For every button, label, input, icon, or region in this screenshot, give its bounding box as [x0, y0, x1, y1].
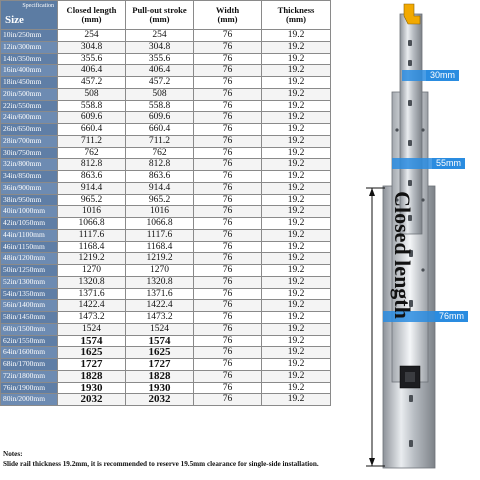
closed-length-cell: 863.6 [58, 171, 126, 183]
pull-out-cell: 1828 [126, 370, 194, 382]
pull-out-cell: 254 [126, 30, 194, 42]
width-cell: 76 [194, 218, 262, 230]
pull-out-cell: 355.6 [126, 53, 194, 65]
thickness-cell: 19.2 [262, 53, 331, 65]
thickness-cell: 19.2 [262, 30, 331, 42]
size-cell: 52in/1300mm [1, 276, 58, 288]
size-cell: 54in/1350mm [1, 288, 58, 300]
thickness-cell: 19.2 [262, 147, 331, 159]
closed-length-cell: 254 [58, 30, 126, 42]
closed-length-cell: 1168.4 [58, 241, 126, 253]
pull-out-cell: 457.2 [126, 77, 194, 89]
table-row [1, 394, 331, 406]
closed-length-cell: 762 [58, 147, 126, 159]
closed-length-cell: 609.6 [58, 112, 126, 124]
closed-length-cell: 914.4 [58, 182, 126, 194]
thickness-cell: 19.2 [262, 312, 331, 324]
width-cell: 76 [194, 30, 262, 42]
table-row [1, 312, 331, 324]
thickness-header: Thickness (mm) [262, 1, 331, 30]
table-row [1, 323, 331, 335]
size-cell: 42in/1050mm [1, 218, 58, 230]
closed-length-cell: 1625 [58, 347, 126, 359]
width-cell: 76 [194, 135, 262, 147]
table-row [1, 100, 331, 112]
table-row [1, 265, 331, 277]
pull-out-cell: 1117.6 [126, 229, 194, 241]
closed-length-cell: 812.8 [58, 159, 126, 171]
thickness-cell: 19.2 [262, 323, 331, 335]
table-header-row [1, 1, 331, 30]
table-row [1, 30, 331, 42]
table-row [1, 370, 331, 382]
size-cell: 80in/2000mm [1, 394, 58, 406]
table-row [1, 359, 331, 371]
closed-length-cell: 1371.6 [58, 288, 126, 300]
size-cell: 28in/700mm [1, 135, 58, 147]
notes-title: Notes: [3, 450, 23, 458]
size-cell: 20in/500mm [1, 88, 58, 100]
thickness-cell: 19.2 [262, 100, 331, 112]
closed-length-cell: 1524 [58, 323, 126, 335]
table-row [1, 382, 331, 394]
pull-out-cell: 812.8 [126, 159, 194, 171]
thickness-cell: 19.2 [262, 359, 331, 371]
table-row [1, 124, 331, 136]
closed-length-header: Closed length (mm) [58, 1, 126, 30]
pull-out-stroke-header: Pull-out stroke (mm) [126, 1, 194, 30]
table-row [1, 135, 331, 147]
width-cell: 76 [194, 382, 262, 394]
table-row [1, 241, 331, 253]
thickness-cell: 19.2 [262, 241, 331, 253]
size-cell: 62in/1550mm [1, 335, 58, 347]
thickness-cell: 19.2 [262, 253, 331, 265]
pull-out-cell: 406.4 [126, 65, 194, 77]
thickness-cell: 19.2 [262, 65, 331, 77]
pull-out-cell: 1168.4 [126, 241, 194, 253]
table-row [1, 253, 331, 265]
closed-length-cell: 1473.2 [58, 312, 126, 324]
table-row [1, 41, 331, 53]
size-cell: 40in/1000mm [1, 206, 58, 218]
table-row [1, 147, 331, 159]
closed-length-cell: 965.2 [58, 194, 126, 206]
size-cell: 72in/1800mm [1, 370, 58, 382]
pull-out-cell: 304.8 [126, 41, 194, 53]
thickness-cell: 19.2 [262, 288, 331, 300]
width-cell: 76 [194, 335, 262, 347]
table-row [1, 194, 331, 206]
size-cell: 30in/750mm [1, 147, 58, 159]
width-cell: 76 [194, 312, 262, 324]
closed-length-cell: 1828 [58, 370, 126, 382]
size-cell: 56in/1400mm [1, 300, 58, 312]
width-cell: 76 [194, 171, 262, 183]
table-row [1, 53, 331, 65]
pull-out-cell: 1625 [126, 347, 194, 359]
size-cell: 26in/650mm [1, 124, 58, 136]
width-cell: 76 [194, 276, 262, 288]
thickness-cell: 19.2 [262, 77, 331, 89]
width-cell: 76 [194, 300, 262, 312]
size-cell: 50in/1250mm [1, 265, 58, 277]
size-cell: 64in/1600mm [1, 347, 58, 359]
width-cell: 76 [194, 253, 262, 265]
size-cell: 58in/1450mm [1, 312, 58, 324]
thickness-cell: 19.2 [262, 347, 331, 359]
table-row [1, 288, 331, 300]
pull-out-cell: 1473.2 [126, 312, 194, 324]
pull-out-cell: 660.4 [126, 124, 194, 136]
table-row [1, 218, 331, 230]
notes-text: Slide rail thickness 19.2mm, it is recommended to reserve 19.5mm clearance for single-side installation. [3, 460, 319, 468]
thickness-cell: 19.2 [262, 370, 331, 382]
width-cell: 76 [194, 206, 262, 218]
width-cell: 76 [194, 182, 262, 194]
pull-out-cell: 1574 [126, 335, 194, 347]
size-cell: 14in/350mm [1, 53, 58, 65]
size-cell: 76in/1900mm [1, 382, 58, 394]
closed-length-cell: 1117.6 [58, 229, 126, 241]
width-cell: 76 [194, 65, 262, 77]
thickness-cell: 19.2 [262, 206, 331, 218]
width-cell: 76 [194, 147, 262, 159]
closed-length-cell: 660.4 [58, 124, 126, 136]
closed-length-label: Closed length [389, 191, 415, 319]
pull-out-cell: 2032 [126, 394, 194, 406]
table-row [1, 171, 331, 183]
width-cell: 76 [194, 394, 262, 406]
pull-out-cell: 1320.8 [126, 276, 194, 288]
size-cell: 48in/1200mm [1, 253, 58, 265]
closed-length-cell: 1930 [58, 382, 126, 394]
pull-out-cell: 762 [126, 147, 194, 159]
size-cell: 24in/600mm [1, 112, 58, 124]
table-row [1, 77, 331, 89]
size-cell: 68in/1700mm [1, 359, 58, 371]
width-cell: 76 [194, 53, 262, 65]
size-cell: 12in/300mm [1, 41, 58, 53]
pull-out-cell: 1066.8 [126, 218, 194, 230]
size-cell: 60in/1500mm [1, 323, 58, 335]
width-cell: 76 [194, 41, 262, 53]
width-cell: 76 [194, 124, 262, 136]
size-cell: 10in/250mm [1, 30, 58, 42]
table-row [1, 229, 331, 241]
closed-length-cell: 508 [58, 88, 126, 100]
width-cell: 76 [194, 288, 262, 300]
closed-length-cell: 1219.2 [58, 253, 126, 265]
width-cell: 76 [194, 229, 262, 241]
size-cell: 16in/400mm [1, 65, 58, 77]
specification-label: Specification [22, 3, 54, 9]
width-cell: 76 [194, 323, 262, 335]
thickness-cell: 19.2 [262, 124, 331, 136]
closed-length-cell: 1066.8 [58, 218, 126, 230]
thickness-cell: 19.2 [262, 229, 331, 241]
thickness-cell: 19.2 [262, 159, 331, 171]
width-cell: 76 [194, 88, 262, 100]
thickness-cell: 19.2 [262, 171, 331, 183]
size-label: Size [5, 14, 24, 26]
notes [3, 449, 319, 469]
size-cell: 18in/450mm [1, 77, 58, 89]
pull-out-cell: 1930 [126, 382, 194, 394]
thickness-cell: 19.2 [262, 382, 331, 394]
closed-length-cell: 457.2 [58, 77, 126, 89]
pull-out-cell: 609.6 [126, 112, 194, 124]
table-row [1, 206, 331, 218]
pull-out-cell: 1219.2 [126, 253, 194, 265]
size-cell: 34in/850mm [1, 171, 58, 183]
thickness-cell: 19.2 [262, 194, 331, 206]
size-header [1, 1, 58, 30]
closed-length-cell: 558.8 [58, 100, 126, 112]
closed-length-cell: 711.2 [58, 135, 126, 147]
size-cell: 44in/1100mm [1, 229, 58, 241]
thickness-cell: 19.2 [262, 135, 331, 147]
pull-out-cell: 914.4 [126, 182, 194, 194]
width-30mm-label: 30mm [426, 70, 459, 81]
closed-length-cell: 1727 [58, 359, 126, 371]
pull-out-cell: 558.8 [126, 100, 194, 112]
pull-out-cell: 1422.4 [126, 300, 194, 312]
width-cell: 76 [194, 77, 262, 89]
pull-out-cell: 863.6 [126, 171, 194, 183]
thickness-cell: 19.2 [262, 112, 331, 124]
width-cell: 76 [194, 112, 262, 124]
pull-out-cell: 1270 [126, 265, 194, 277]
closed-length-cell: 304.8 [58, 41, 126, 53]
thickness-cell: 19.2 [262, 394, 331, 406]
closed-length-cell: 1320.8 [58, 276, 126, 288]
thickness-cell: 19.2 [262, 218, 331, 230]
table-row [1, 112, 331, 124]
size-cell: 22in/550mm [1, 100, 58, 112]
thickness-cell: 19.2 [262, 265, 331, 277]
width-cell: 76 [194, 359, 262, 371]
table-row [1, 159, 331, 171]
closed-length-cell: 1422.4 [58, 300, 126, 312]
thickness-cell: 19.2 [262, 41, 331, 53]
pull-out-cell: 508 [126, 88, 194, 100]
width-cell: 76 [194, 241, 262, 253]
closed-length-cell: 2032 [58, 394, 126, 406]
width-cell: 76 [194, 159, 262, 171]
closed-length-cell: 1270 [58, 265, 126, 277]
width-cell: 76 [194, 194, 262, 206]
pull-out-cell: 1727 [126, 359, 194, 371]
width-cell: 76 [194, 265, 262, 277]
width-header: Width (mm) [194, 1, 262, 30]
width-cell: 76 [194, 100, 262, 112]
pull-out-cell: 1524 [126, 323, 194, 335]
closed-length-cell: 355.6 [58, 53, 126, 65]
closed-length-cell: 1574 [58, 335, 126, 347]
table-row [1, 65, 331, 77]
size-cell: 46in/1150mm [1, 241, 58, 253]
thickness-cell: 19.2 [262, 300, 331, 312]
width-cell: 76 [194, 370, 262, 382]
table-row [1, 335, 331, 347]
thickness-cell: 19.2 [262, 335, 331, 347]
thickness-cell: 19.2 [262, 182, 331, 194]
width-76mm-label: 76mm [435, 311, 468, 322]
table-row [1, 182, 331, 194]
thickness-cell: 19.2 [262, 276, 331, 288]
closed-length-cell: 1016 [58, 206, 126, 218]
table-row [1, 300, 331, 312]
width-cell: 76 [194, 347, 262, 359]
thickness-cell: 19.2 [262, 88, 331, 100]
size-cell: 36in/900mm [1, 182, 58, 194]
size-cell: 32in/800mm [1, 159, 58, 171]
pull-out-cell: 965.2 [126, 194, 194, 206]
closed-length-cell: 406.4 [58, 65, 126, 77]
table-row [1, 88, 331, 100]
width-55mm-label: 55mm [432, 158, 465, 169]
pull-out-cell: 711.2 [126, 135, 194, 147]
table-row [1, 276, 331, 288]
spec-table-body [1, 30, 331, 406]
size-cell: 38in/950mm [1, 194, 58, 206]
pull-out-cell: 1016 [126, 206, 194, 218]
table-row [1, 347, 331, 359]
pull-out-cell: 1371.6 [126, 288, 194, 300]
